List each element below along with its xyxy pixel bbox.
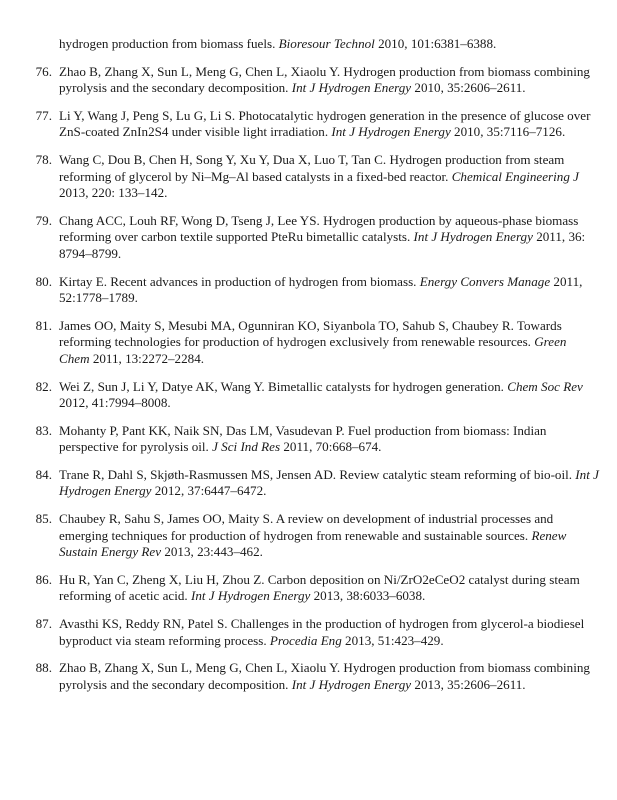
reference-text: Wang C, Dou B, Chen H, Song Y, Xu Y, Dua X, Luo T, Tan C. Hydrogen production from steam reforming of glycerol by Ni–Mg–Al based catalysts in a fixed-bed reactor. <box>59 151 565 184</box>
reference-journal: Energy Convers Manage <box>419 273 551 289</box>
reference-details: 2010, 35:7116–7126. <box>450 124 566 140</box>
reference-journal: Procedia Eng <box>269 632 342 648</box>
reference-text: Kirtay E. Recent advances in production of hydrogen from biomass. <box>59 273 420 289</box>
reference-item <box>35 317 599 368</box>
reference-number: 88. <box>35 660 52 676</box>
reference-journal: Int J Hydrogen Energy <box>413 229 533 245</box>
reference-number: 85. <box>35 511 52 527</box>
reference-number: 76. <box>35 63 52 79</box>
reference-item <box>35 378 599 412</box>
reference-details: 2013, 220: 133–142. <box>59 185 168 201</box>
reference-number: 81. <box>35 317 52 333</box>
reference-number: 79. <box>35 212 52 228</box>
reference-item <box>35 660 599 693</box>
reference-details: 2012, 37:6447–6472. <box>151 483 267 499</box>
reference-details: 2010, 35:2606–2611. <box>411 80 526 96</box>
reference-journal: Chem Soc Rev <box>507 378 583 394</box>
reference-number: 87. <box>35 616 52 632</box>
reference-item <box>35 466 599 500</box>
reference-list <box>0 36 617 704</box>
reference-text: Trane R, Dahl S, Skjøth-Rasmussen MS, Jensen AD. Review catalytic steam reforming of bio-oil. <box>59 466 576 482</box>
reference-number: 86. <box>35 571 52 587</box>
reference-number: 77. <box>35 107 52 123</box>
reference-journal: Int J Hydrogen Energy <box>291 676 412 692</box>
reference-text: James OO, Maity S, Mesubi MA, Ogunniran KO, Siyanbola TO, Sahub S, Chaubey R. Towards reforming technologies for production of hydrogen exclusively from renewable resources. <box>59 317 562 350</box>
reference-number: 84. <box>35 466 52 482</box>
reference-item <box>35 422 599 456</box>
reference-details: 2011, 36: 8794–8799. <box>59 229 586 261</box>
reference-details: 2013, 35:2606–2611. <box>411 676 526 692</box>
reference-item <box>35 107 599 141</box>
reference-text: Zhao B, Zhang X, Sun L, Meng G, Chen L, Xiaolu Y. Hydrogen production from biomass combining pyrolysis and the secondary decomposition. <box>59 660 590 692</box>
reference-text: Zhao B, Zhang X, Sun L, Meng G, Chen L, Xiaolu Y. Hydrogen production from biomass combining pyrolysis and the secondary decomposition. <box>59 63 590 96</box>
reference-item <box>35 511 599 561</box>
reference-text: Li Y, Wang J, Peng S, Lu G, Li S. Photocatalytic hydrogen generation in the presence of glucose over ZnS-coated ZnIn2S4 under visible light irradiation. <box>59 107 591 140</box>
reference-journal: J Sci Ind Res <box>212 439 281 455</box>
reference-item <box>35 151 599 202</box>
continuation-text: hydrogen production from biomass fuels. <box>59 36 279 51</box>
reference-number: 83. <box>35 422 52 438</box>
reference-details: 2011, 13:2272–2284. <box>89 350 205 366</box>
reference-number: 78. <box>35 151 52 167</box>
reference-details: 2013, 38:6033–6038. <box>310 588 426 604</box>
continuation-journal: Bioresour Technol <box>278 36 375 51</box>
reference-text: Chaubey R, Sahu S, James OO, Maity S. A review on development of industrial processes and emerging techniques for production of hydrogen from renewable and sustainable sources. <box>59 511 554 543</box>
reference-item <box>35 212 599 263</box>
reference-journal: Int J Hydrogen Energy <box>59 466 599 499</box>
reference-number: 80. <box>35 273 52 289</box>
reference-text: Hu R, Yan C, Zheng X, Liu H, Zhou Z. Carbon deposition on Ni/ZrO2eCeO2 catalyst during steam reforming of acetic acid. <box>59 571 580 604</box>
reference-text: Wei Z, Sun J, Li Y, Datye AK, Wang Y. Bimetallic catalysts for hydrogen generation. <box>59 378 508 394</box>
reference-item <box>35 571 599 605</box>
reference-item <box>35 616 599 649</box>
references-container <box>0 64 617 694</box>
reference-details: 2011, 52:1778–1789. <box>59 273 583 306</box>
reference-item <box>35 273 599 307</box>
reference-number: 82. <box>35 378 52 394</box>
continuation-details: 2010, 101:6381–6388. <box>374 36 497 51</box>
reference-journal: Int J Hydrogen Energy <box>291 80 412 96</box>
reference-item <box>35 63 599 97</box>
reference-continuation <box>59 36 599 53</box>
reference-journal: Chemical Engineering J <box>451 168 579 184</box>
reference-text: Chang ACC, Louh RF, Wong D, Tseng J, Lee YS. Hydrogen production by aqueous-phase biomass reforming over carbon textile supported PteRu bimetallic catalysts. <box>59 212 579 245</box>
reference-details: 2013, 23:443–462. <box>161 544 263 560</box>
reference-details: 2011, 70:668–674. <box>280 439 382 455</box>
reference-text: Avasthi KS, Reddy RN, Patel S. Challenges in the production of hydrogen from glycerol-a biodiesel byproduct via steam reforming process. <box>59 616 585 648</box>
reference-journal: Renew Sustain Energy Rev <box>59 527 567 560</box>
reference-details: 2013, 51:423–429. <box>341 632 444 648</box>
reference-journal: Int J Hydrogen Energy <box>331 124 451 140</box>
reference-details: 2012, 41:7994–8008. <box>59 395 171 411</box>
reference-text: Mohanty P, Pant KK, Naik SN, Das LM, Vasudevan P. Fuel production from biomass: Indian perspective for pyrolysis oil. <box>59 422 547 455</box>
reference-journal: Green Chem <box>59 334 567 366</box>
reference-journal: Int J Hydrogen Energy <box>190 588 311 604</box>
